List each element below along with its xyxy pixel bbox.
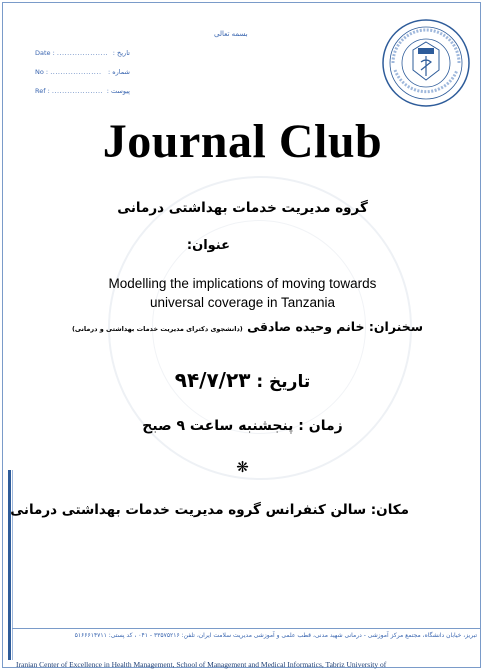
date-field-label: Date : bbox=[35, 49, 55, 57]
department-name: گروه مدیریت خدمات بهداشتی درمانی bbox=[117, 200, 368, 216]
footer-divider bbox=[12, 628, 480, 629]
left-accent-rule bbox=[8, 470, 11, 660]
footer-address-fa: تبریز، خیابان دانشگاه، مجتمع مرکز آموزشی - درمانی شهید مدنی، قطب علمی و آموزشی مدیریت سلامت ایران، تلفن: ۳۳۵۷۵۲۱۶ - ۰۴۱ ، کد پستی: ۵۱۶۶۶۱۴۷۱۱ bbox=[74, 632, 477, 639]
date-label: تاریخ : bbox=[256, 372, 311, 392]
date-value: ۹۴/۷/۲۳ bbox=[174, 368, 251, 392]
subject-label: عنوان: bbox=[186, 238, 230, 253]
date-line bbox=[0, 368, 485, 392]
number-field-label: No : bbox=[35, 68, 49, 76]
place-line: مکان: سالن کنفرانس گروه مدیریت خدمات بهداشتی درمانی bbox=[10, 502, 409, 518]
date-field-row: Date : .................... تاریخ : bbox=[35, 49, 130, 57]
time-line: زمان : پنجشنبه ساعت ۹ صبح bbox=[142, 418, 343, 434]
number-field-label-fa: شماره : bbox=[108, 68, 130, 76]
number-field-row: No : .................... شماره : bbox=[35, 68, 130, 76]
topic-text bbox=[0, 274, 485, 312]
speaker-name: سخنران: خانم وحیده صادقی bbox=[247, 319, 423, 334]
topic-line-2: universal coverage in Tanzania bbox=[149, 295, 336, 310]
ref-field-label-fa: پیوست : bbox=[106, 87, 130, 95]
speaker-note: (دانشجوی دکترای مدیریت خدمات بهداشتی و درمانی) bbox=[71, 325, 243, 333]
ref-field-label: Ref : bbox=[35, 87, 50, 95]
logo-seal-icon bbox=[381, 18, 471, 108]
speaker-line bbox=[72, 319, 423, 334]
footer-address-en: Iranian Center of Excellence in Health Management, School of Management and Medical Informatics, Tabriz University of bbox=[16, 660, 387, 669]
ref-field-row: Ref : .................... پیوست : bbox=[35, 87, 130, 95]
topic-line-1: Modelling the implications of moving towards bbox=[108, 276, 377, 291]
page-title: Journal Club bbox=[102, 115, 383, 168]
left-accent-rule-thin bbox=[12, 470, 13, 660]
date-field-label-fa: تاریخ : bbox=[112, 49, 130, 57]
ornament-icon: ❋ bbox=[236, 458, 249, 476]
bismillah-text: بسمه تعالی bbox=[214, 30, 248, 38]
